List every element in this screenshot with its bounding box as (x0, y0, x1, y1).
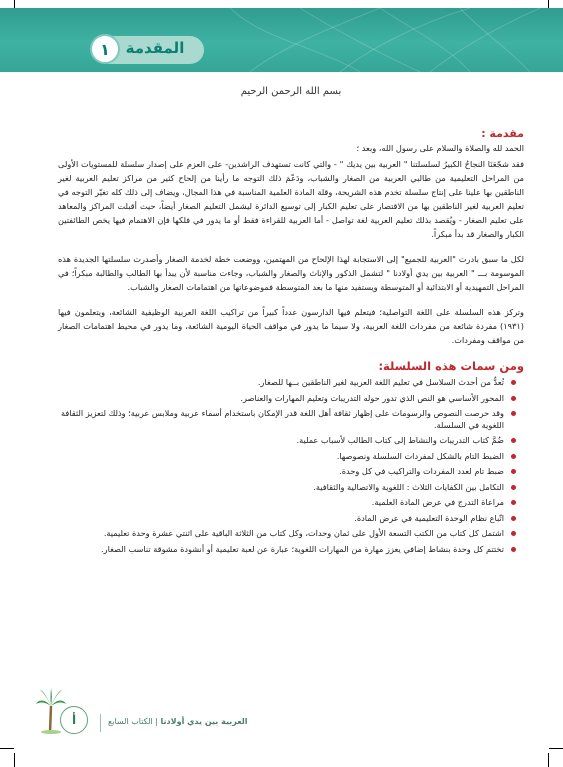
header-pattern (0, 8, 563, 72)
bullet-icon (511, 454, 516, 459)
intro-heading: مقدمة : (481, 127, 524, 140)
footer-separator: | (155, 717, 158, 726)
list-item-text: ضبط تام لعدد المفردات والتراكيب في كل وحدة. (339, 466, 504, 476)
list-item (58, 377, 516, 389)
list-item-text: اشتمل كل كتاب من الكتب التسعة الأول على ثمان وحدات، وكل كتاب من الثلاثة الباقية على اثنتي عشرة وحدة تعليمية. (103, 528, 504, 538)
list-item-text: وقد حرصت النصوص والرسومات على إظهار ثقافة أهل اللغة قدر الإمكان باستخدام أسماء عربية وملابس عربية؛ وذلك لتعزيز الثقافة اللغوية في السلسلة. (60, 408, 504, 430)
bullet-icon (511, 411, 516, 416)
bullet-icon (511, 469, 516, 474)
bullet-icon (511, 396, 516, 401)
list-item (58, 466, 516, 478)
features-heading: ومن سمات هذه السلسلة: (378, 359, 524, 373)
page-title: المقدمة (125, 39, 185, 57)
crop-mark (0, 748, 14, 749)
list-item (58, 435, 516, 447)
list-item-text: مراعاة التدرج في عرض المادة العلمية. (371, 497, 504, 507)
footer-series-title: العربية بين يدي أولادنا (160, 717, 248, 726)
list-item (58, 408, 516, 431)
list-item (58, 393, 516, 405)
list-item (58, 528, 516, 540)
list-item-text: تُعدُّ من أحدث السلاسل في تعليم اللغة العربية لغير الناطقين بــها للصغار. (257, 377, 504, 387)
unit-number-badge: ١ (90, 34, 120, 64)
greeting-line: الحمد لله والصلاة والسلام على رسول الله، وبعد ؛ (356, 143, 524, 153)
crop-mark (549, 748, 563, 749)
list-item-text: المحور الأساسي هو النص الذي تدور حوله التدريبات وتعليم المهارات والعناصر. (240, 392, 504, 403)
footer-series-label (108, 717, 247, 726)
crop-mark (548, 753, 549, 767)
bullet-icon (511, 516, 516, 521)
features-list (58, 377, 524, 555)
paragraph: لكل ما سبق بادرت "العربية للجميع" إلى الاستجابة لهذا الإلحاح من المهتمين، ووضعت خطة لخدمة الصغار وأصدرت سلسلتها الجديدة هذه الموسومة بـــ " العربية بين يدي أولادنا " لتشمل الذكور والإناث والصغار والشباب، وجاءت مناسبة لأن يبدأ بها الطالب والطالبة مبكراً؛ في المراحل التمهيدية أو الابتدائية أو المتوسطة ويستفيد منها ما بعد المتوسطة فموضوعاتها من اهتمامات الصغار والشباب. (58, 254, 524, 292)
list-item (58, 451, 516, 463)
list-item (58, 544, 516, 556)
footer-divider (100, 714, 101, 732)
list-item (58, 482, 516, 494)
list-item-text: التكامل بين الكفايات الثلاث : اللغوية والاتصالية والثقافية. (313, 481, 504, 492)
list-item-text: الضبط التام بالشكل لمفردات السلسلة ونصوصها. (336, 450, 504, 461)
bullet-icon (511, 485, 516, 490)
crop-mark (14, 753, 15, 767)
bullet-icon (511, 500, 516, 505)
page-number: أ (60, 706, 88, 734)
paragraph: فقد شجّعَنَا النجاحُ الكبيرُ لسلسلتنا " العربية بين يديك " - والتي كانت تستهدف الراشدين- على العزم على إصدار سلسلة للمستويات الأولى من المراحل التعليمية من طالبي العربية من الصغار والشباب، ودَعّمَ ذلك التوجه ما رأينا من إلحاح كثير من مراكز تعليم العربية لغير الناطقين بها علينا على إنتاج سلسلة تخدم هذه الشريحة، وقلة المادة العلمية المناسبة في هذا المجال، ويضاف إلى ذلك كله تغيّر التوجه في تعليم العربية لغير الناطقين بها من الاقتصار على تعليم الكبار إلى توسيع الدائرة ليشمل التعليم الصغار أيضاً، حيث أقبلت المراكز والمعاهد على تعليم الصغار - ويُقصد بذلك تعليم العربية لغة تواصل - أما العربية للقراءة فقط أو ما يدور في فلكها فإن الاهتمام فيها يخص الطائفتين الكبار والصغار قد بدأ مبكراً. (58, 159, 524, 239)
footer-book-label: الكتاب السابع (108, 717, 153, 726)
list-item-text: اتّباع نظام الوحدة التعليمية في عرض المادة. (354, 512, 504, 523)
paragraph: وتركز هذه السلسلة على اللغة التواصلية؛ فيتعلم فيها الدارسون عدداً كبيراً من تراكيب اللغة العربية الوظيفية الشائعة، ويتعلمون فيها (١٩٣١) مفردة شائعة من مفردات اللغة العربية، ولا سيما ما يدور في مواقف الحياة اليومية الشائعة، وما يدور في محيط اهتمامات الصغار من مواقف ومفردات. (58, 307, 524, 345)
main-content (58, 86, 524, 559)
bullet-icon (511, 547, 516, 552)
list-item-text: تختتم كل وحدة بنشاط إضافي يعزز مهارة من المهارات اللغوية؛ عبارة عن لعبة تعليمية أو أنشودة مشوقة تناسب الصغار. (101, 543, 504, 554)
bullet-icon (511, 531, 516, 536)
list-item-text: ضُمَّ كتاب التدريبات والنشاط إلى كتاب الطالب لأسباب عملية. (296, 435, 504, 445)
list-item (58, 513, 516, 525)
bullet-icon (511, 380, 516, 385)
bullet-icon (511, 438, 516, 443)
list-item (58, 497, 516, 509)
basmala: بسم الله الرحمن الرحيم (240, 86, 342, 97)
